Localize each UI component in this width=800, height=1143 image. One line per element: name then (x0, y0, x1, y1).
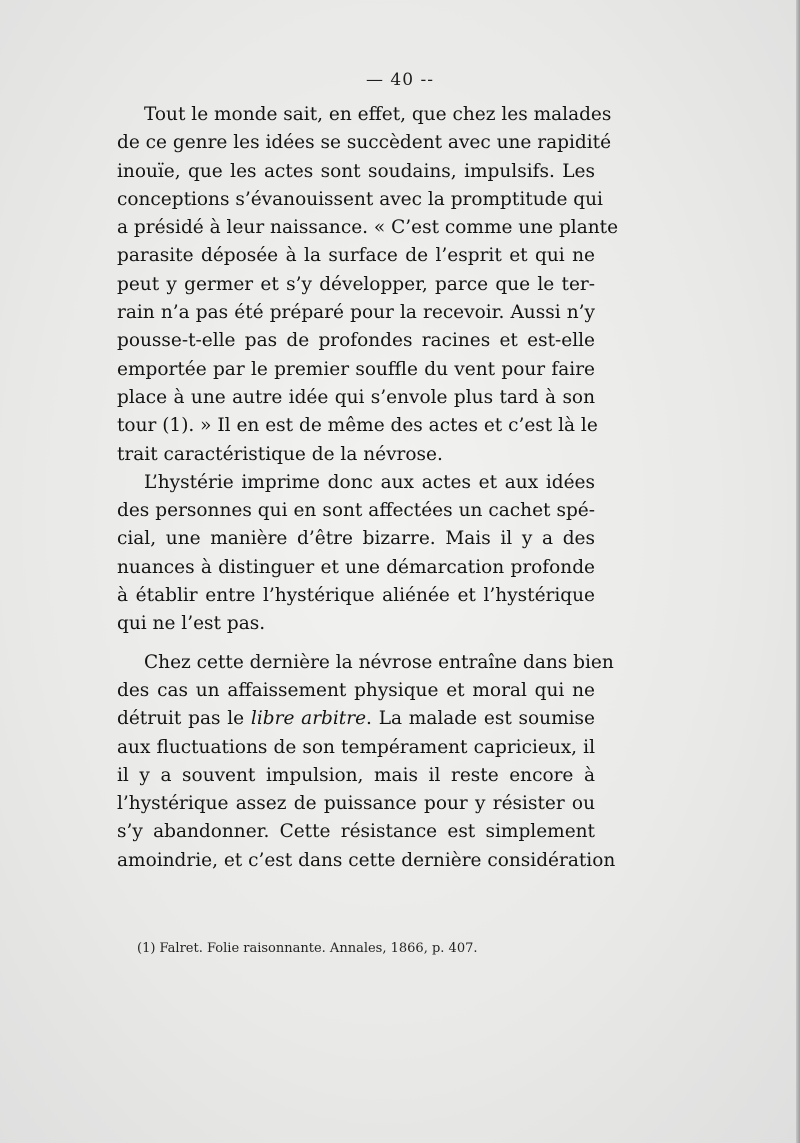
text-line: l’hystérique assez de puissance pour y résister ou (117, 793, 595, 815)
body-text (117, 101, 619, 875)
text-segment: détruit pas le (117, 708, 245, 730)
text-line: conceptions s’évanouissent avec la promptitude qui (117, 188, 603, 210)
text-line: des personnes qui en sont affectées un cachet spé- (117, 500, 595, 522)
text-line: L’hystérie imprime donc aux actes et aux idées (144, 471, 595, 493)
text-line (117, 705, 595, 733)
text-line: de ce genre les idées se succèdent avec une rapidité (117, 132, 612, 154)
text-line: Chez cette dernière la névrose entraîne dans bien (144, 651, 614, 673)
text-line: rain n’a pas été préparé pour la recevoir. Aussi n’y (117, 302, 595, 324)
text-line: amoindrie, et c’est dans cette dernière considération (117, 849, 616, 871)
text-line: à établir entre l’hystérique aliénée et l’hystérique (117, 585, 595, 607)
text-line: qui ne l’est pas. (117, 613, 266, 635)
text-line: inouïe, que les actes sont soudains, impulsifs. Les (117, 160, 595, 182)
text-line: il y a souvent impulsion, mais il reste encore à (117, 764, 595, 786)
text-segment: . La malade est soumise (366, 708, 595, 730)
paragraph-gap (117, 639, 595, 649)
text-line: cial, une manière d’être bizarre. Mais il y a des (117, 528, 595, 550)
text-line: pousse-t-elle pas de profondes racines et est-elle (117, 330, 595, 352)
text-line: emportée par le premier souffle du vent pour faire (117, 358, 595, 380)
footnote: (1) Falret. Folie raisonnante. Annales, 1866, p. 407. (137, 941, 478, 956)
text-line: peut y germer et s’y développer, parce que le ter- (117, 273, 595, 295)
text-line: tour (1). » Il en est de même des actes et c’est là le (117, 415, 598, 437)
text-line: nuances à distinguer et une démarcation profonde (117, 556, 595, 578)
text-line: parasite déposée à la surface de l’esprit et qui ne (117, 245, 595, 267)
page-number: — 40 -- (366, 70, 434, 90)
text-line: aux fluctuations de son tempérament capricieux, il (117, 736, 595, 758)
text-line: s’y abandonner. Cette résistance est simplement (117, 821, 595, 843)
italic-term: libre arbitre (250, 708, 367, 730)
text-line: a présidé à leur naissance. « C’est comme une plante (117, 217, 619, 239)
text-line: Tout le monde sait, en effet, que chez les malades (144, 104, 612, 125)
text-line: des cas un affaissement physique et moral qui ne (117, 679, 595, 701)
text-line: place à une autre idée qui s’envole plus tard à son (117, 386, 595, 408)
text-line: trait caractéristique de la névrose. (117, 443, 443, 465)
page-edge-shadow (796, 0, 800, 1143)
